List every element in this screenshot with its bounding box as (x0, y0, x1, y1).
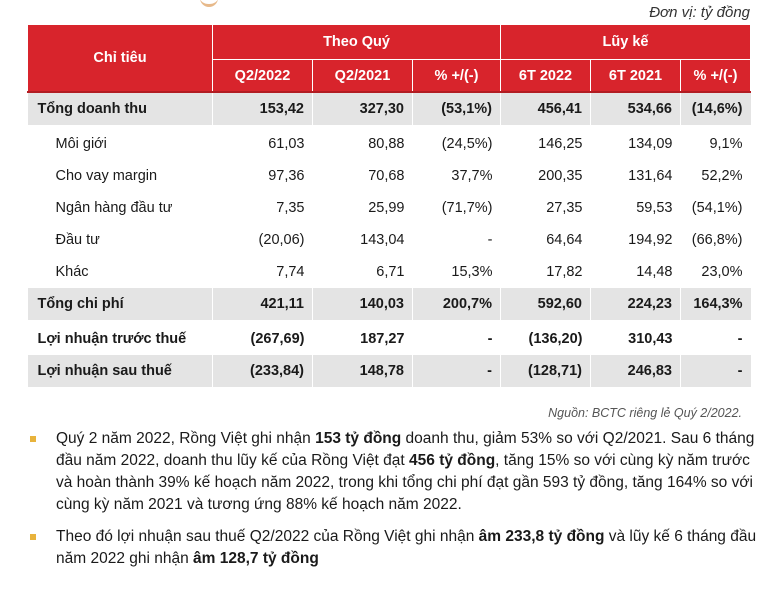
cell-value: 200,7% (413, 288, 501, 322)
table-row (28, 160, 751, 192)
cell-value: 6,71 (376, 264, 405, 280)
row-label: Tổng chi phí (28, 288, 213, 322)
cell-value: 97,36 (268, 168, 305, 184)
bullet-item (28, 428, 758, 516)
cell-value: 164,3% (681, 288, 751, 322)
source-note: Nguồn: BCTC riêng lẻ Quý 2/2022. (548, 406, 742, 420)
cell-value: 310,43 (628, 331, 673, 347)
bullet-text: Theo đó lợi nhuận sau thuế Q2/2022 của Rồng Việt ghi nhận âm 233,8 tỷ đồng và lũy kế 6 tháng đầu năm 2022 ghi nhận âm 128,7 tỷ đồng (56, 528, 757, 567)
bullet-item (28, 526, 758, 570)
cell-value: (20,06) (258, 232, 305, 248)
cell-value: 143,04 (360, 232, 405, 248)
header-col: % +/(-) (681, 60, 751, 93)
cell-value: 246,83 (591, 355, 681, 389)
cell-value: 61,03 (268, 136, 305, 152)
cell-value: 7,35 (276, 200, 305, 216)
header-col: % +/(-) (413, 60, 501, 93)
row-label: Khác (55, 264, 89, 280)
table-row (28, 322, 751, 356)
cell-value: 25,99 (368, 200, 405, 216)
header-col: 6T 2022 (501, 60, 591, 93)
bullet-text: Quý 2 năm 2022, Rồng Việt ghi nhận 153 tỷ đồng doanh thu, giảm 53% so với Q2/2021. Sau 6 tháng đầu năm 2022, doanh thu lũy kế của Rồng Việt đạt 456 tỷ đồng, tăng 15% so với cùng kỳ năm trước và hoàn thành 39% kế hoạch năm 2022, trong khi tổng chi phí đạt gần 593 tỷ đồng, tăng 164% so với cùng kỳ năm 2021 và tương ứng 88% kế hoạch năm 2022. (56, 430, 755, 513)
cell-value: (128,71) (501, 355, 591, 389)
cell-value: (14,6%) (681, 92, 751, 127)
cell-value: (233,84) (213, 355, 313, 389)
cell-value: (267,69) (250, 331, 305, 347)
cell-value: (71,7%) (441, 200, 493, 216)
header-group-quarter: Theo Quý (213, 25, 501, 60)
cell-value: 194,92 (628, 232, 673, 248)
table-row (28, 127, 751, 161)
cell-value: 153,42 (213, 92, 313, 127)
cell-value: 534,66 (591, 92, 681, 127)
unit-label: Đơn vị: tỷ đồng (649, 4, 750, 21)
row-label: Cho vay margin (55, 168, 158, 184)
cell-value: - (487, 232, 493, 248)
cell-value: - (737, 331, 743, 347)
cell-value: 224,23 (591, 288, 681, 322)
row-label: Ngân hàng đầu tư (55, 200, 173, 216)
header-col: 6T 2021 (591, 60, 681, 93)
cell-value: 327,30 (313, 92, 413, 127)
table-row (28, 256, 751, 288)
cell-value: - (487, 331, 493, 347)
cell-value: 421,11 (213, 288, 313, 322)
table-body (28, 92, 751, 389)
bullet-marker-icon (30, 436, 36, 442)
cell-value: - (681, 355, 751, 389)
header-indicator: Chỉ tiêu (28, 25, 213, 93)
header-col: Q2/2022 (213, 60, 313, 93)
cell-value: 187,27 (360, 331, 405, 347)
row-label: Lợi nhuận sau thuế (28, 355, 213, 389)
row-label: Môi giới (55, 136, 107, 152)
cell-value: (136,20) (528, 331, 583, 347)
cell-value: 9,1% (709, 136, 743, 152)
cell-value: 200,35 (538, 168, 583, 184)
cell-value: 70,68 (368, 168, 405, 184)
cell-value: 80,88 (368, 136, 405, 152)
header-group-cumulative: Lũy kế (501, 25, 751, 60)
cell-value: 37,7% (451, 168, 493, 184)
bullet-list (28, 428, 758, 580)
cell-value: 7,74 (276, 264, 305, 280)
cell-value: 15,3% (451, 264, 493, 280)
row-label: Đầu tư (55, 232, 100, 248)
cell-value: (66,8%) (691, 232, 743, 248)
cell-value: (53,1%) (413, 92, 501, 127)
table-row (28, 92, 751, 127)
cell-value: 27,35 (546, 200, 583, 216)
cell-value: 59,53 (636, 200, 673, 216)
cell-value: 23,0% (701, 264, 743, 280)
table-row (28, 224, 751, 256)
cell-value: 52,2% (701, 168, 743, 184)
cell-value: 14,48 (636, 264, 673, 280)
cell-value: - (413, 355, 501, 389)
cell-value: 592,60 (501, 288, 591, 322)
bullet-marker-icon (30, 534, 36, 540)
header-col: Q2/2021 (313, 60, 413, 93)
table-row (28, 288, 751, 322)
logo-fragment (200, 0, 218, 7)
cell-value: 64,64 (546, 232, 583, 248)
cell-value: (24,5%) (441, 136, 493, 152)
cell-value: (54,1%) (691, 200, 743, 216)
cell-value: 140,03 (313, 288, 413, 322)
cell-value: 131,64 (628, 168, 673, 184)
row-label: Lợi nhuận trước thuế (37, 331, 187, 347)
cell-value: 17,82 (546, 264, 583, 280)
cell-value: 456,41 (501, 92, 591, 127)
cell-value: 134,09 (628, 136, 673, 152)
cell-value: 148,78 (313, 355, 413, 389)
table-row (28, 355, 751, 389)
row-label: Tổng doanh thu (28, 92, 213, 127)
cell-value: 146,25 (538, 136, 583, 152)
financial-table (27, 24, 751, 390)
table-row (28, 192, 751, 224)
